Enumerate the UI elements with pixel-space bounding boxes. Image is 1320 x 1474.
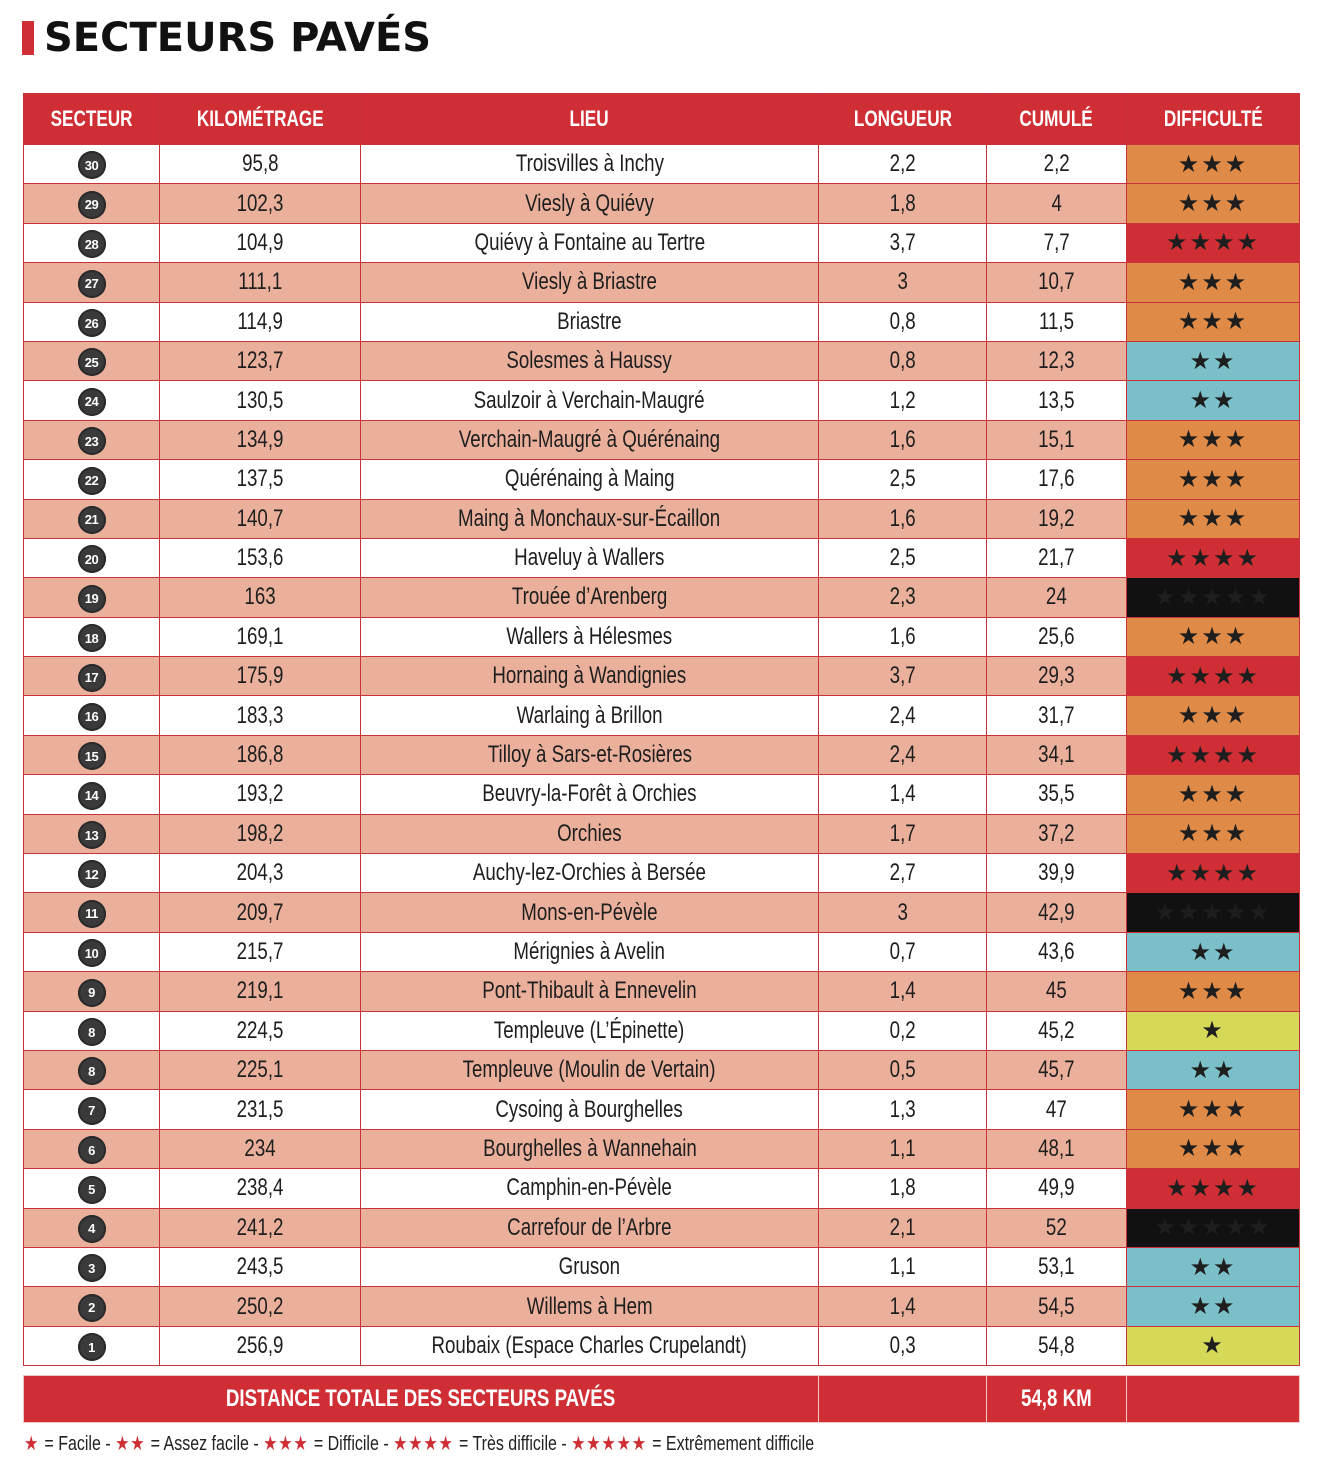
cell-longueur: 2,4 xyxy=(819,696,987,735)
total-row xyxy=(23,1375,1300,1423)
cell-kilometrage: 175,9 xyxy=(160,657,361,696)
legend-star-icon: ★★★★★ xyxy=(571,1432,653,1455)
cell-kilometrage: 209,7 xyxy=(160,893,361,932)
cell-cumule: 11,5 xyxy=(987,302,1127,341)
sector-number-badge-icon: 17 xyxy=(78,664,106,692)
table-row xyxy=(24,1050,1300,1089)
table-row xyxy=(24,1247,1300,1286)
table-row xyxy=(24,932,1300,971)
table-row xyxy=(24,263,1300,302)
cell-cumule: 45,2 xyxy=(987,1011,1127,1050)
sector-number-badge-icon: 10 xyxy=(78,939,106,967)
cell-secteur xyxy=(24,775,160,814)
cell-secteur xyxy=(24,460,160,499)
page-title xyxy=(22,16,431,60)
table-row xyxy=(24,381,1300,420)
cell-lieu: Saulzoir à Verchain-Maugré xyxy=(361,381,819,420)
table-row xyxy=(24,1169,1300,1208)
cell-lieu: Mérignies à Avelin xyxy=(361,932,819,971)
total-label: DISTANCE TOTALE DES SECTEURS PAVÉS xyxy=(24,1376,819,1423)
table-row xyxy=(24,341,1300,380)
table-row xyxy=(24,1287,1300,1326)
cell-cumule: 7,7 xyxy=(987,223,1127,262)
col-header-lieu: LIEU xyxy=(361,94,819,145)
cell-cumule: 31,7 xyxy=(987,696,1127,735)
difficulty-legend xyxy=(24,1428,1012,1458)
cell-kilometrage: 256,9 xyxy=(160,1326,361,1365)
col-header-difficulte: DIFFICULTÉ xyxy=(1127,94,1300,145)
cell-cumule: 35,5 xyxy=(987,775,1127,814)
cell-difficulte-stars-icon: ★ xyxy=(1127,1011,1300,1050)
cell-longueur: 1,6 xyxy=(819,617,987,656)
cell-kilometrage: 183,3 xyxy=(160,696,361,735)
cell-lieu: Troisvilles à Inchy xyxy=(361,145,819,184)
cell-lieu: Tilloy à Sars-et-Rosières xyxy=(361,735,819,774)
cell-secteur xyxy=(24,1090,160,1129)
cell-cumule: 54,5 xyxy=(987,1287,1127,1326)
cell-difficulte-stars-icon: ★★ xyxy=(1127,1287,1300,1326)
cell-difficulte-stars-icon: ★★★★ xyxy=(1127,1169,1300,1208)
cell-cumule: 17,6 xyxy=(987,460,1127,499)
table-row xyxy=(24,302,1300,341)
cell-kilometrage: 137,5 xyxy=(160,460,361,499)
cell-longueur: 2,5 xyxy=(819,460,987,499)
cell-cumule: 37,2 xyxy=(987,814,1127,853)
cell-cumule: 34,1 xyxy=(987,735,1127,774)
cell-kilometrage: 219,1 xyxy=(160,972,361,1011)
cell-difficulte-stars-icon: ★★★ xyxy=(1127,1129,1300,1168)
cell-cumule: 53,1 xyxy=(987,1247,1127,1286)
cell-cumule: 45 xyxy=(987,972,1127,1011)
cell-lieu: Solesmes à Haussy xyxy=(361,341,819,380)
cell-kilometrage: 193,2 xyxy=(160,775,361,814)
table-row xyxy=(24,1326,1300,1365)
cell-cumule: 12,3 xyxy=(987,341,1127,380)
table-row xyxy=(24,460,1300,499)
table-row xyxy=(24,145,1300,184)
cell-kilometrage: 140,7 xyxy=(160,499,361,538)
sector-number-badge-icon: 26 xyxy=(78,309,106,337)
cell-difficulte-stars-icon: ★★★★★ xyxy=(1127,578,1300,617)
sector-number-badge-icon: 2 xyxy=(78,1294,106,1322)
cell-secteur xyxy=(24,814,160,853)
cell-kilometrage: 163 xyxy=(160,578,361,617)
cell-secteur xyxy=(24,893,160,932)
legend-label: = Extrêmement difficile xyxy=(652,1432,815,1455)
cell-lieu: Trouée d’Arenberg xyxy=(361,578,819,617)
cell-secteur xyxy=(24,1011,160,1050)
cell-difficulte-stars-icon: ★★ xyxy=(1127,1050,1300,1089)
cell-cumule: 48,1 xyxy=(987,1129,1127,1168)
sector-number-badge-icon: 27 xyxy=(78,270,106,298)
cell-lieu: Orchies xyxy=(361,814,819,853)
cell-lieu: Templeuve (Moulin de Vertain) xyxy=(361,1050,819,1089)
cell-longueur: 3 xyxy=(819,263,987,302)
cell-kilometrage: 198,2 xyxy=(160,814,361,853)
table-row xyxy=(24,184,1300,223)
cell-cumule: 39,9 xyxy=(987,854,1127,893)
cell-longueur: 2,7 xyxy=(819,854,987,893)
table-row xyxy=(24,223,1300,262)
cell-kilometrage: 186,8 xyxy=(160,735,361,774)
cell-cumule: 45,7 xyxy=(987,1050,1127,1089)
sector-number-badge-icon: 13 xyxy=(78,821,106,849)
table-row xyxy=(24,814,1300,853)
sector-number-badge-icon: 8 xyxy=(78,1018,106,1046)
table-row xyxy=(24,972,1300,1011)
cell-longueur: 1,1 xyxy=(819,1129,987,1168)
cell-lieu: Viesly à Briastre xyxy=(361,263,819,302)
cell-longueur: 0,3 xyxy=(819,1326,987,1365)
cell-difficulte-stars-icon: ★★★ xyxy=(1127,263,1300,302)
col-header-longueur: LONGUEUR xyxy=(819,94,987,145)
sector-number-badge-icon: 18 xyxy=(78,624,106,652)
col-header-secteur: SECTEUR xyxy=(24,94,160,145)
sector-number-badge-icon: 29 xyxy=(78,191,106,219)
cell-kilometrage: 224,5 xyxy=(160,1011,361,1050)
cell-difficulte-stars-icon: ★★★ xyxy=(1127,814,1300,853)
cell-longueur: 3 xyxy=(819,893,987,932)
cell-difficulte-stars-icon: ★★ xyxy=(1127,932,1300,971)
sector-number-badge-icon: 24 xyxy=(78,388,106,416)
cell-lieu: Quiévy à Fontaine au Tertre xyxy=(361,223,819,262)
cell-cumule: 13,5 xyxy=(987,381,1127,420)
table-row xyxy=(24,538,1300,577)
cell-lieu: Beuvry-la-Forêt à Orchies xyxy=(361,775,819,814)
cell-kilometrage: 153,6 xyxy=(160,538,361,577)
sector-number-badge-icon: 20 xyxy=(78,545,106,573)
cell-lieu: Cysoing à Bourghelles xyxy=(361,1090,819,1129)
total-empty-cell xyxy=(1127,1376,1300,1423)
cell-cumule: 52 xyxy=(987,1208,1127,1247)
cell-cumule: 25,6 xyxy=(987,617,1127,656)
cell-kilometrage: 95,8 xyxy=(160,145,361,184)
cell-difficulte-stars-icon: ★★★★★ xyxy=(1127,1208,1300,1247)
cell-lieu: Templeuve (L’Épinette) xyxy=(361,1011,819,1050)
table-header-row xyxy=(24,94,1300,145)
table-row xyxy=(24,1011,1300,1050)
total-value: 54,8 KM xyxy=(987,1376,1127,1423)
cell-secteur xyxy=(24,617,160,656)
cell-longueur: 1,8 xyxy=(819,1169,987,1208)
cell-difficulte-stars-icon: ★★★★ xyxy=(1127,735,1300,774)
cell-cumule: 21,7 xyxy=(987,538,1127,577)
cell-secteur xyxy=(24,1247,160,1286)
legend-label: = Facile - xyxy=(44,1432,111,1455)
cell-kilometrage: 238,4 xyxy=(160,1169,361,1208)
cell-secteur xyxy=(24,1169,160,1208)
cell-kilometrage: 104,9 xyxy=(160,223,361,262)
sector-number-badge-icon: 12 xyxy=(78,860,106,888)
total-empty-cell xyxy=(819,1376,987,1423)
cell-difficulte-stars-icon: ★★★ xyxy=(1127,184,1300,223)
cell-longueur: 1,6 xyxy=(819,499,987,538)
cell-kilometrage: 111,1 xyxy=(160,263,361,302)
cell-secteur xyxy=(24,1208,160,1247)
sector-number-badge-icon: 5 xyxy=(78,1176,106,1204)
cell-lieu: Willems à Hem xyxy=(361,1287,819,1326)
cell-secteur xyxy=(24,578,160,617)
sector-number-badge-icon: 28 xyxy=(78,230,106,258)
cell-cumule: 19,2 xyxy=(987,499,1127,538)
cell-difficulte-stars-icon: ★★★ xyxy=(1127,420,1300,459)
legend-label: = Très difficile - xyxy=(458,1432,567,1455)
cell-secteur xyxy=(24,341,160,380)
sector-number-badge-icon: 25 xyxy=(78,348,106,376)
title-text: SECTEURS PAVÉS xyxy=(44,15,432,61)
cell-longueur: 0,8 xyxy=(819,341,987,380)
sector-number-badge-icon: 23 xyxy=(78,427,106,455)
cell-secteur xyxy=(24,302,160,341)
table-row xyxy=(24,1129,1300,1168)
cell-lieu: Auchy-lez-Orchies à Bersée xyxy=(361,854,819,893)
cell-lieu: Quérénaing à Maing xyxy=(361,460,819,499)
cell-lieu: Pont-Thibault à Ennevelin xyxy=(361,972,819,1011)
col-header-cumule: CUMULÉ xyxy=(987,94,1127,145)
sector-number-badge-icon: 1 xyxy=(78,1333,106,1361)
table-row xyxy=(24,1208,1300,1247)
cell-difficulte-stars-icon: ★★★ xyxy=(1127,460,1300,499)
cell-lieu: Warlaing à Brillon xyxy=(361,696,819,735)
table-row xyxy=(24,420,1300,459)
sector-number-badge-icon: 7 xyxy=(78,1097,106,1125)
cell-kilometrage: 114,9 xyxy=(160,302,361,341)
cell-secteur xyxy=(24,184,160,223)
cell-longueur: 1,6 xyxy=(819,420,987,459)
legend-star-icon: ★★★★ xyxy=(393,1432,459,1455)
cell-difficulte-stars-icon: ★★★★★ xyxy=(1127,893,1300,932)
sector-number-badge-icon: 22 xyxy=(78,467,106,495)
cell-kilometrage: 250,2 xyxy=(160,1287,361,1326)
cell-cumule: 10,7 xyxy=(987,263,1127,302)
table-row xyxy=(24,893,1300,932)
cell-longueur: 0,2 xyxy=(819,1011,987,1050)
cell-difficulte-stars-icon: ★★★ xyxy=(1127,617,1300,656)
cell-longueur: 0,8 xyxy=(819,302,987,341)
sector-number-badge-icon: 19 xyxy=(78,585,106,613)
cell-secteur xyxy=(24,696,160,735)
sector-number-badge-icon: 15 xyxy=(78,742,106,770)
cell-difficulte-stars-icon: ★★★★ xyxy=(1127,538,1300,577)
table-row xyxy=(24,775,1300,814)
cell-secteur xyxy=(24,145,160,184)
cell-cumule: 47 xyxy=(987,1090,1127,1129)
cell-difficulte-stars-icon: ★★★ xyxy=(1127,302,1300,341)
sector-number-badge-icon: 14 xyxy=(78,782,106,810)
cell-secteur xyxy=(24,499,160,538)
cell-lieu: Mons-en-Pévèle xyxy=(361,893,819,932)
cell-kilometrage: 169,1 xyxy=(160,617,361,656)
cell-kilometrage: 123,7 xyxy=(160,341,361,380)
cell-lieu: Gruson xyxy=(361,1247,819,1286)
cell-longueur: 2,5 xyxy=(819,538,987,577)
cell-cumule: 42,9 xyxy=(987,893,1127,932)
cell-cumule: 4 xyxy=(987,184,1127,223)
legend-star-icon: ★ xyxy=(24,1432,45,1455)
legend-label: = Difficile - xyxy=(313,1432,389,1455)
table-row xyxy=(24,696,1300,735)
sector-number-badge-icon: 4 xyxy=(78,1215,106,1243)
cell-kilometrage: 243,5 xyxy=(160,1247,361,1286)
sector-number-badge-icon: 3 xyxy=(78,1254,106,1282)
cell-lieu: Maing à Monchaux-sur-Écaillon xyxy=(361,499,819,538)
cell-lieu: Hornaing à Wandignies xyxy=(361,657,819,696)
cell-longueur: 1,3 xyxy=(819,1090,987,1129)
legend-star-icon: ★★★ xyxy=(263,1432,314,1455)
cell-lieu: Verchain-Maugré à Quérénaing xyxy=(361,420,819,459)
legend-star-icon: ★★ xyxy=(115,1432,151,1455)
cell-longueur: 1,4 xyxy=(819,775,987,814)
cell-kilometrage: 130,5 xyxy=(160,381,361,420)
cell-kilometrage: 204,3 xyxy=(160,854,361,893)
cell-cumule: 24 xyxy=(987,578,1127,617)
sector-number-badge-icon: 21 xyxy=(78,506,106,534)
cell-secteur xyxy=(24,263,160,302)
cell-longueur: 1,1 xyxy=(819,1247,987,1286)
table-row xyxy=(24,499,1300,538)
sector-number-badge-icon: 9 xyxy=(78,979,106,1007)
cell-kilometrage: 241,2 xyxy=(160,1208,361,1247)
cell-lieu: Bourghelles à Wannehain xyxy=(361,1129,819,1168)
cell-cumule: 29,3 xyxy=(987,657,1127,696)
cell-cumule: 15,1 xyxy=(987,420,1127,459)
title-accent-bar xyxy=(22,21,34,55)
cell-secteur xyxy=(24,735,160,774)
cell-longueur: 0,5 xyxy=(819,1050,987,1089)
cell-difficulte-stars-icon: ★★★ xyxy=(1127,1090,1300,1129)
sector-number-badge-icon: 30 xyxy=(78,151,106,179)
sector-number-badge-icon: 6 xyxy=(78,1136,106,1164)
cell-lieu: Wallers à Hélesmes xyxy=(361,617,819,656)
legend-label: = Assez facile - xyxy=(150,1432,259,1455)
cell-secteur xyxy=(24,381,160,420)
cell-longueur: 3,7 xyxy=(819,657,987,696)
cell-longueur: 1,2 xyxy=(819,381,987,420)
cell-cumule: 43,6 xyxy=(987,932,1127,971)
cell-secteur xyxy=(24,1287,160,1326)
cell-secteur xyxy=(24,223,160,262)
cell-secteur xyxy=(24,657,160,696)
cell-longueur: 2,3 xyxy=(819,578,987,617)
cell-secteur xyxy=(24,1129,160,1168)
cell-difficulte-stars-icon: ★★ xyxy=(1127,1247,1300,1286)
cell-lieu: Briastre xyxy=(361,302,819,341)
cell-difficulte-stars-icon: ★★ xyxy=(1127,341,1300,380)
cell-lieu: Carrefour de l’Arbre xyxy=(361,1208,819,1247)
table-row xyxy=(24,578,1300,617)
cell-lieu: Roubaix (Espace Charles Crupelandt) xyxy=(361,1326,819,1365)
cell-longueur: 3,7 xyxy=(819,223,987,262)
cell-difficulte-stars-icon: ★★ xyxy=(1127,381,1300,420)
cell-longueur: 1,7 xyxy=(819,814,987,853)
cell-secteur xyxy=(24,1326,160,1365)
cell-longueur: 0,7 xyxy=(819,932,987,971)
table-row xyxy=(24,1090,1300,1129)
cell-longueur: 1,4 xyxy=(819,972,987,1011)
cell-difficulte-stars-icon: ★★★ xyxy=(1127,145,1300,184)
cell-difficulte-stars-icon: ★★★ xyxy=(1127,775,1300,814)
cell-longueur: 1,4 xyxy=(819,1287,987,1326)
cell-difficulte-stars-icon: ★★★★ xyxy=(1127,223,1300,262)
cell-difficulte-stars-icon: ★★★★ xyxy=(1127,854,1300,893)
cell-kilometrage: 134,9 xyxy=(160,420,361,459)
table-row xyxy=(24,735,1300,774)
table-row xyxy=(24,617,1300,656)
cell-secteur xyxy=(24,1050,160,1089)
sector-number-badge-icon: 8 xyxy=(78,1057,106,1085)
cell-difficulte-stars-icon: ★★★ xyxy=(1127,696,1300,735)
cell-cumule: 54,8 xyxy=(987,1326,1127,1365)
sector-number-badge-icon: 11 xyxy=(78,900,106,928)
cell-lieu: Viesly à Quiévy xyxy=(361,184,819,223)
cell-kilometrage: 231,5 xyxy=(160,1090,361,1129)
cell-secteur xyxy=(24,420,160,459)
cell-longueur: 1,8 xyxy=(819,184,987,223)
table-row xyxy=(24,657,1300,696)
cell-difficulte-stars-icon: ★★★ xyxy=(1127,972,1300,1011)
cell-kilometrage: 234 xyxy=(160,1129,361,1168)
cell-cumule: 2,2 xyxy=(987,145,1127,184)
cell-kilometrage: 102,3 xyxy=(160,184,361,223)
cell-secteur xyxy=(24,972,160,1011)
cell-kilometrage: 225,1 xyxy=(160,1050,361,1089)
cell-difficulte-stars-icon: ★ xyxy=(1127,1326,1300,1365)
table-row xyxy=(24,854,1300,893)
sector-number-badge-icon: 16 xyxy=(78,703,106,731)
cell-secteur xyxy=(24,538,160,577)
cell-secteur xyxy=(24,932,160,971)
sectors-table xyxy=(23,93,1300,1366)
cell-secteur xyxy=(24,854,160,893)
cell-kilometrage: 215,7 xyxy=(160,932,361,971)
cell-longueur: 2,1 xyxy=(819,1208,987,1247)
col-header-kilometrage: KILOMÉTRAGE xyxy=(160,94,361,145)
cell-difficulte-stars-icon: ★★★★ xyxy=(1127,657,1300,696)
cell-cumule: 49,9 xyxy=(987,1169,1127,1208)
cell-lieu: Haveluy à Wallers xyxy=(361,538,819,577)
cell-longueur: 2,2 xyxy=(819,145,987,184)
cell-lieu: Camphin-en-Pévèle xyxy=(361,1169,819,1208)
cell-longueur: 2,4 xyxy=(819,735,987,774)
cell-difficulte-stars-icon: ★★★ xyxy=(1127,499,1300,538)
